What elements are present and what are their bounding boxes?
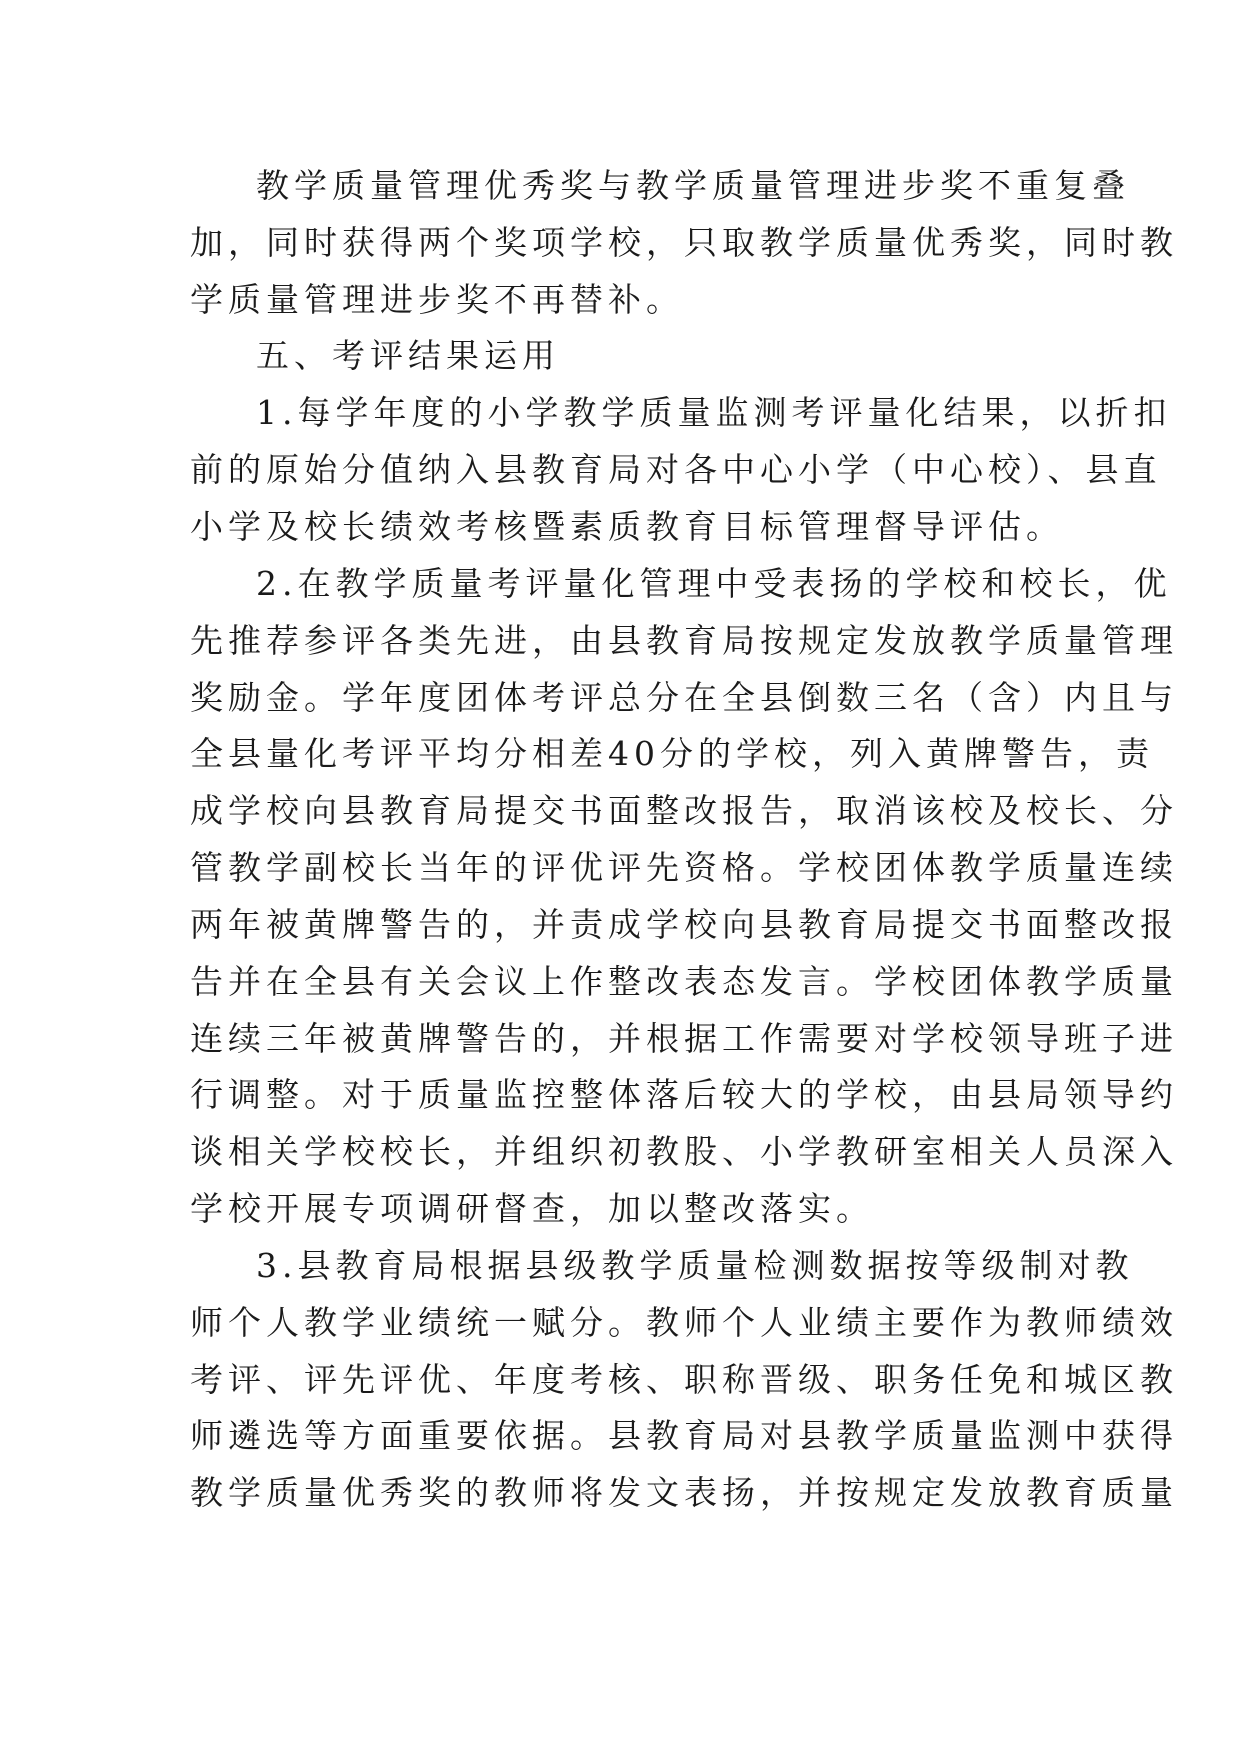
text-line: 两年被黄牌警告的，并责成学校向县教育局提交书面整改报	[190, 905, 1178, 944]
text-line: 教学质量管理优秀奖与教学质量管理进步奖不重复叠	[256, 166, 1130, 205]
text-line: 3.县教育局根据县级教学质量检测数据按等级制对教	[256, 1246, 1134, 1285]
text-line: 考评、评先评优、年度考核、职称晋级、职务任免和城区教	[190, 1360, 1178, 1399]
text-line: 管教学副校长当年的评优评先资格。学校团体教学质量连续	[190, 848, 1178, 887]
text-line: 学质量管理进步奖不再替补。	[190, 280, 684, 319]
text-line: 先推荐参评各类先进，由县教育局按规定发放教学质量管理	[190, 621, 1178, 660]
text-line: 全县量化考评平均分相差40分的学校，列入黄牌警告，责	[190, 734, 1154, 773]
text-line: 2.在教学质量考评量化管理中受表扬的学校和校长，优	[256, 564, 1172, 603]
text-line: 连续三年被黄牌警告的，并根据工作需要对学校领导班子进	[190, 1019, 1178, 1058]
text-line: 1.每学年度的小学教学质量监测考评量化结果，以折扣	[256, 393, 1172, 432]
text-line: 小学及校长绩效考核暨素质教育目标管理督导评估。	[190, 507, 1064, 546]
text-line: 告并在全县有关会议上作整改表态发言。学校团体教学质量	[190, 962, 1178, 1001]
text-line: 成学校向县教育局提交书面整改报告，取消该校及校长、分	[190, 791, 1178, 830]
text-line: 学校开展专项调研督查，加以整改落实。	[190, 1189, 874, 1228]
text-line: 前的原始分值纳入县教育局对各中心小学（中心校）、县直	[190, 450, 1162, 489]
text-line: 教学质量优秀奖的教师将发文表扬，并按规定发放教育质量	[190, 1473, 1178, 1512]
text-line: 师个人教学业绩统一赋分。教师个人业绩主要作为教师绩效	[190, 1303, 1178, 1342]
section-heading: 五、考评结果运用	[256, 336, 560, 375]
text-line: 谈相关学校校长，并组织初教股、小学教研室相关人员深入	[190, 1132, 1178, 1171]
text-line: 师遴选等方面重要依据。县教育局对县教学质量监测中获得	[190, 1416, 1178, 1455]
text-line: 奖励金。学年度团体考评总分在全县倒数三名（含）内且与	[190, 678, 1178, 717]
text-line: 加，同时获得两个奖项学校，只取教学质量优秀奖，同时教	[190, 223, 1178, 262]
text-line: 行调整。对于质量监控整体落后较大的学校，由县局领导约	[190, 1075, 1178, 1114]
